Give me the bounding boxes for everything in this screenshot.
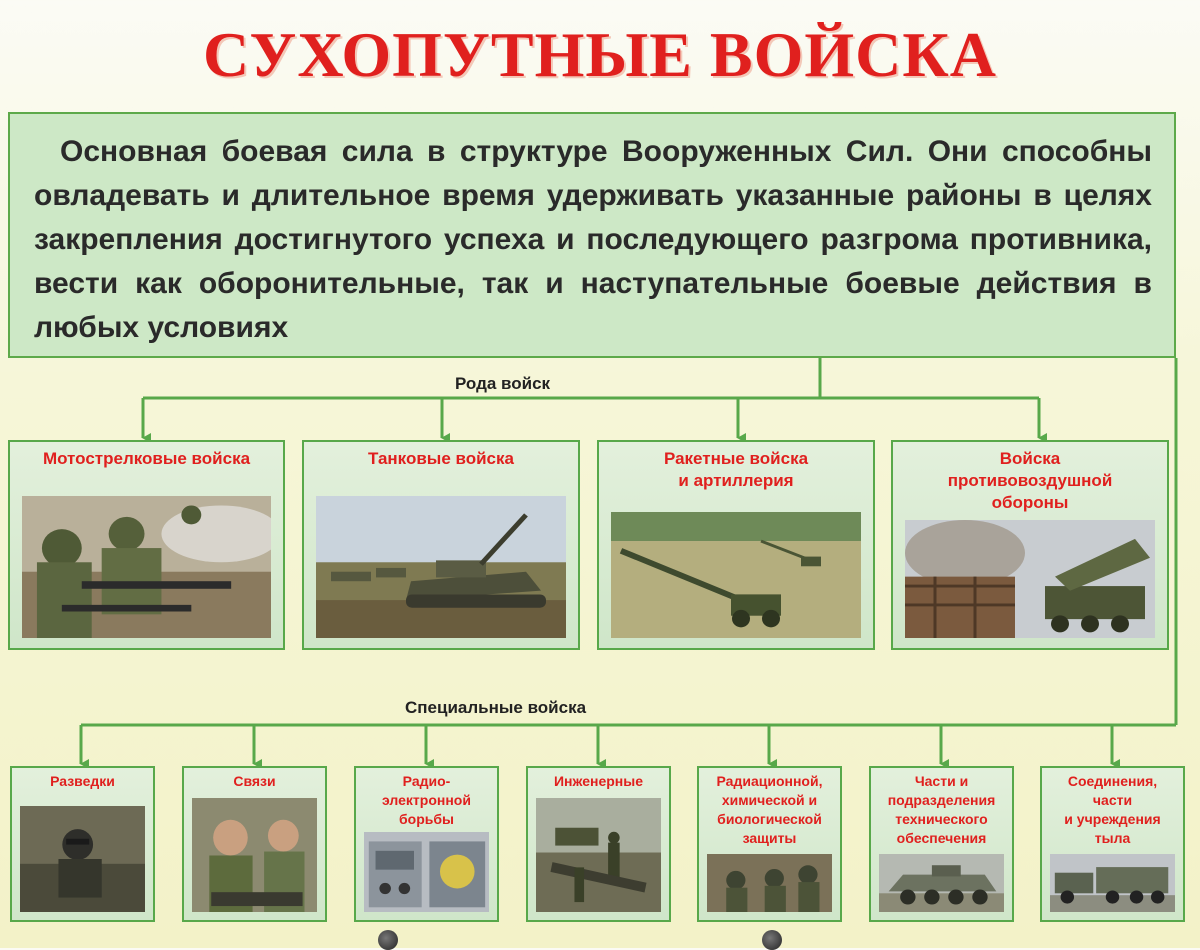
rocket-launcher-photo xyxy=(905,520,1155,638)
branch-card-label: Ракетные войска и артиллерия xyxy=(663,449,809,490)
scout-photo xyxy=(20,806,145,912)
tank-photo xyxy=(316,496,566,638)
special-card-label: Части и подразделения технического обеспечения xyxy=(887,773,996,846)
special-card-label: Инженерные xyxy=(553,773,644,789)
artillery-photo xyxy=(611,512,861,638)
special-card-label: Радио- электронной борьбы xyxy=(382,773,471,827)
special-card-signals xyxy=(182,766,327,922)
page-title: СУХОПУТНЫЕ ВОЙСКА xyxy=(203,19,997,90)
soldiers-photo xyxy=(22,496,271,638)
special-card-label: Радиационной, химической и биологической защиты xyxy=(716,773,823,846)
branch-card-motorized-rifle xyxy=(8,440,285,650)
branch-card-label: Мотострелковые войска xyxy=(42,449,251,468)
branch-card-label: Танковые войска xyxy=(368,449,514,468)
special-card-technical-support xyxy=(869,766,1014,922)
engineers-photo xyxy=(536,798,661,912)
pin-hole-left xyxy=(378,930,398,950)
branch-card-tank xyxy=(302,440,580,650)
special-card-electronic-warfare xyxy=(354,766,499,922)
chemical-defense-photo xyxy=(707,854,832,912)
special-card-label: Соединения, части и учреждения тыла xyxy=(1064,773,1161,846)
special-card-engineering xyxy=(526,766,671,922)
description-box: Основная боевая сила в структуре Вооруженных Сил. Они способны овладевать и длительное время удерживать указанные районы в целях закрепления достигнутого успеха и последующего разгрома противника, вести как оборонительные, так и наступательные боевые действия в любых условиях xyxy=(8,112,1176,358)
electronic-equipment-photo xyxy=(364,832,489,912)
special-card-logistics xyxy=(1040,766,1185,922)
armored-vehicle-photo xyxy=(879,854,1004,912)
special-card-label: Связи xyxy=(233,773,276,789)
trucks-photo xyxy=(1050,854,1175,912)
branches-label: Рода войск xyxy=(455,374,551,393)
special-card-nbc-defense xyxy=(697,766,842,922)
special-forces-label: Специальные войска xyxy=(405,698,587,717)
radio-operators-photo xyxy=(192,798,317,912)
special-card-label: Разведки xyxy=(50,773,115,789)
branch-card-artillery xyxy=(597,440,875,650)
branch-card-label: Войска противовоздушной обороны xyxy=(947,449,1113,512)
special-card-reconnaissance xyxy=(10,766,155,922)
pin-hole-right xyxy=(762,930,782,950)
branch-card-air-defense xyxy=(891,440,1169,650)
